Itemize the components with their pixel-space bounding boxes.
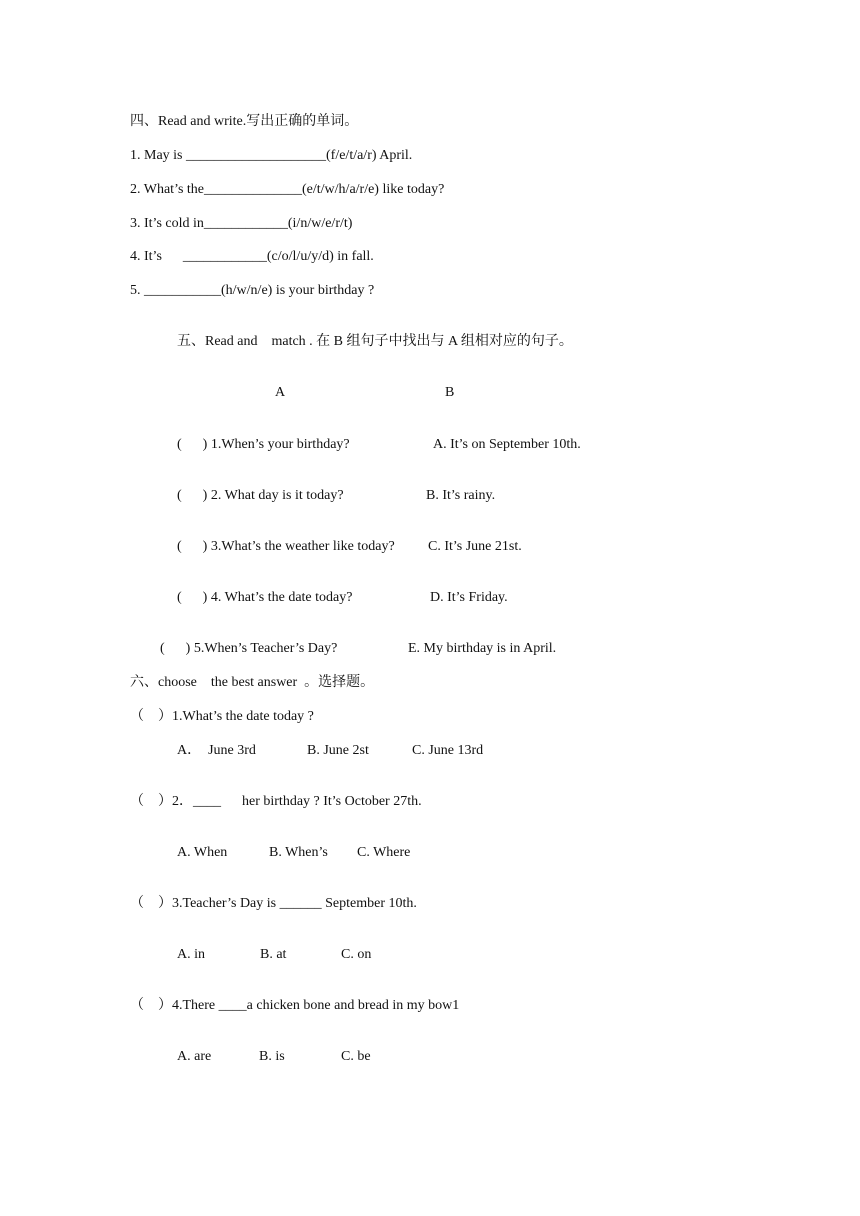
match-a-1: ( ) 1.When’s your birthday? xyxy=(177,437,350,452)
match-a-4: ( ) 4. What’s the date today? xyxy=(177,590,353,605)
q4-option-c: C. be xyxy=(341,1049,371,1064)
column-a-header: A xyxy=(275,385,286,400)
match-b-3: C. It’s June 21st. xyxy=(428,539,522,554)
section4-item-2: 2. What’s the______________(e/t/w/h/a/r/e) like today? xyxy=(130,182,445,197)
match-b-4: D. It’s Friday. xyxy=(430,590,508,605)
q1-option-b: B. June 2st xyxy=(307,743,369,758)
q3-option-a: A. in xyxy=(177,947,205,962)
q2-option-a: A. When xyxy=(177,845,228,860)
section4-item-3: 3. It’s cold in____________(i/n/w/e/r/t) xyxy=(130,216,353,231)
match-a-5: ( ) 5.When’s Teacher’s Day? xyxy=(160,641,338,656)
q1-option-c: C. June 13rd xyxy=(412,743,484,758)
q4-option-b: B. is xyxy=(259,1049,285,1064)
match-a-3: ( ) 3.What’s the weather like today? xyxy=(177,539,395,554)
section4-title: 四、Read and write.写出正确的单词。 xyxy=(130,114,359,129)
q2-option-b: B. When’s xyxy=(269,845,328,860)
q1-option-a: A． June 3rd xyxy=(177,743,256,758)
section4-item-1: 1. May is ____________________(f/e/t/a/r) April. xyxy=(130,148,413,163)
match-b-2: B. It’s rainy. xyxy=(426,488,496,503)
section4-item-4: 4. It’s ____________(c/o/l/u/y/d) in fall. xyxy=(130,249,374,264)
question-1: （ ）1.What’s the date today ? xyxy=(130,709,314,724)
q3-option-b: B. at xyxy=(260,947,287,962)
q2-option-c: C. Where xyxy=(357,845,411,860)
section5-title: 五、Read and match . 在 B 组句子中找出与 A 组相对应的句子。 xyxy=(177,334,573,349)
q3-option-c: C. on xyxy=(341,947,372,962)
column-b-header: B xyxy=(445,385,455,400)
match-b-1: A. It’s on September 10th. xyxy=(433,437,581,452)
question-2: （ ）2．____ her birthday ? It’s October 27th. xyxy=(130,794,422,809)
q4-option-a: A. are xyxy=(177,1049,212,1064)
question-4: （ ）4.There ____a chicken bone and bread in my bow1 xyxy=(130,998,460,1013)
section4-item-5: 5. ___________(h/w/n/e) is your birthday ? xyxy=(130,283,375,298)
question-3: （ ）3.Teacher’s Day is ______ September 10th. xyxy=(130,896,417,911)
match-a-2: ( ) 2. What day is it today? xyxy=(177,488,344,503)
match-b-5: E. My birthday is in April. xyxy=(408,641,557,656)
section6-title: 六、choose the best answer 。选择题。 xyxy=(130,675,375,690)
